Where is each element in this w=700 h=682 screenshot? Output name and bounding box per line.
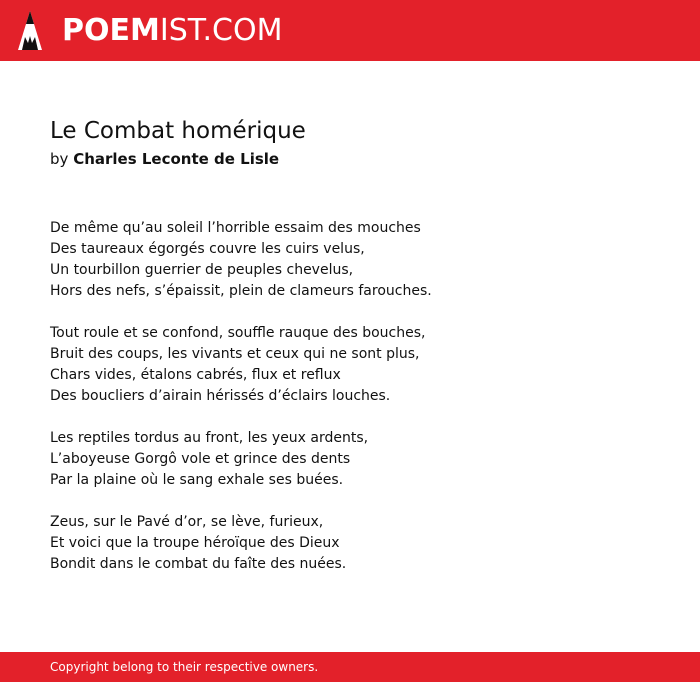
poem-line: Les reptiles tordus au front, les yeux ardents,: [50, 430, 369, 446]
poem-line: Et voici que la troupe héroïque des Dieux: [50, 535, 340, 551]
stanza: [50, 428, 670, 491]
poem-content: [50, 116, 670, 596]
poem-line: Chars vides, étalons cabrés, flux et reflux: [50, 367, 341, 383]
poem-line: Des taureaux égorgés couvre les cuirs velus,: [50, 241, 365, 257]
poem-line: Hors des nefs, s’épaissit, plein de clameurs farouches.: [50, 283, 432, 299]
poem-byline: [50, 148, 670, 170]
by-label: by: [50, 150, 69, 168]
pencil-tip-icon[interactable]: [17, 10, 43, 51]
site-footer: [0, 652, 700, 682]
stanza: [50, 512, 670, 575]
site-header: [0, 0, 700, 61]
poem-line: De même qu’au soleil l’horrible essaim des mouches: [50, 220, 421, 236]
logo-thin-text: IST.COM: [159, 13, 283, 48]
poem-body: [50, 218, 670, 575]
copyright-text: Copyright belong to their respective owners.: [50, 660, 319, 674]
site-logo[interactable]: [62, 11, 282, 51]
stanza: [50, 218, 670, 302]
poem-line: Par la plaine où le sang exhale ses buées.: [50, 472, 344, 488]
poem-line: Un tourbillon guerrier de peuples chevelus,: [50, 262, 354, 278]
poem-line: Tout roule et se confond, souffle rauque des bouches,: [50, 325, 426, 341]
logo-bold-text: POEM: [62, 13, 160, 48]
poem-line: Zeus, sur le Pavé d’or, se lève, furieux,: [50, 514, 324, 530]
stanza: [50, 323, 670, 407]
poem-author: Charles Leconte de Lisle: [73, 150, 280, 168]
poem-line: Bruit des coups, les vivants et ceux qui ne sont plus,: [50, 346, 420, 362]
poem-title: Le Combat homérique: [50, 118, 306, 144]
poem-line: L’aboyeuse Gorgô vole et grince des dents: [50, 451, 351, 467]
poem-line: Bondit dans le combat du faîte des nuées.: [50, 556, 347, 572]
poem-line: Des boucliers d’airain hérissés d’éclairs louches.: [50, 388, 391, 404]
